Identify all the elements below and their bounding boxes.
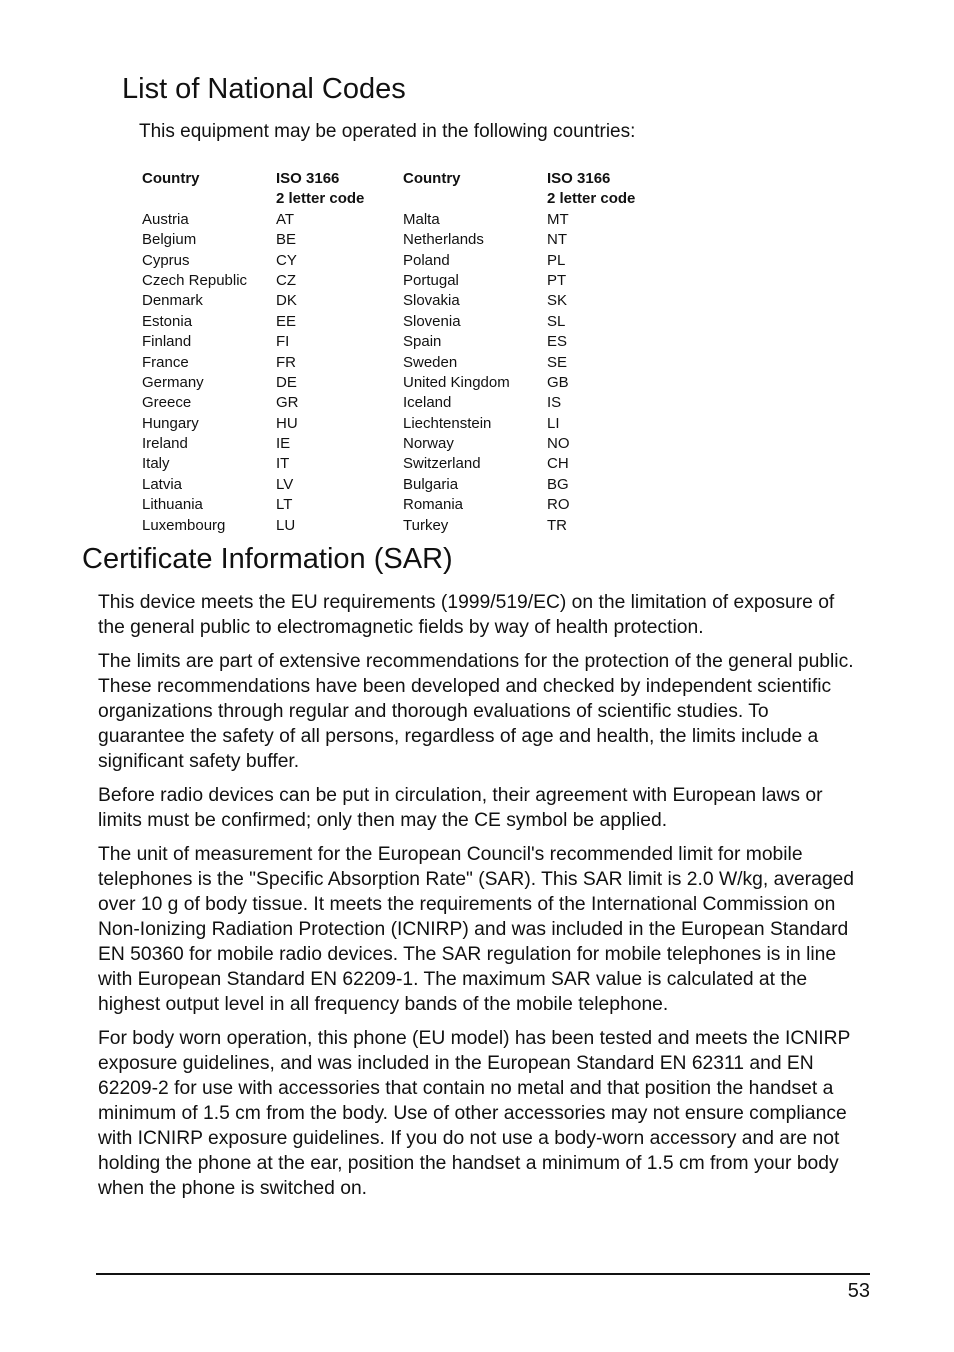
country-name-right: Netherlands — [403, 231, 484, 249]
country-name-right: Spain — [403, 333, 442, 351]
country-name-right: Slovakia — [403, 292, 460, 310]
iso-code-left: FR — [276, 353, 296, 371]
iso-code-left: LV — [276, 475, 294, 493]
country-name-right: Bulgaria — [403, 475, 459, 493]
country-name-right: Norway — [403, 435, 454, 453]
iso-code-right: PT — [547, 271, 567, 289]
country-name-left: Latvia — [142, 475, 183, 493]
header-country-left: Country — [142, 170, 200, 187]
iso-code-right: ES — [547, 333, 568, 351]
iso-code-column-right — [547, 169, 635, 536]
country-column-left — [142, 169, 247, 536]
sar-paragraph: Before radio devices can be put in circulation, their agreement with European laws or limits must be confirmed; only then may the CE symbol be applied. — [98, 785, 823, 831]
country-name-right: Switzerland — [403, 455, 481, 473]
country-name-left: Hungary — [142, 414, 199, 432]
sar-paragraph: The unit of measurement for the European Council's recommended limit for mobile telephones is the "Specific Absorption Rate" (SAR). This SAR limit is 2.0 W/kg, averaged over 10 g of body tissue. It meets the requirements of the International Commission on Non-Ionizing Radiation Protection (ICNIRP) and was included in the European Standard EN 50360 for mobile radio devices. The SAR regulation for mobile telephones is in line with European Standard EN 62209-1. The maximum SAR value is calculated at the highest output level in all frequency bands of the mobile telephone. — [98, 844, 854, 1015]
country-name-left: Austria — [142, 210, 189, 228]
country-name-right: United Kingdom — [403, 373, 510, 391]
iso-code-left: GR — [276, 394, 299, 412]
iso-code-right: RO — [547, 496, 570, 514]
iso-code-left: LT — [276, 496, 293, 514]
national-codes-title: List of National Codes — [122, 73, 406, 105]
footer-divider — [96, 1273, 870, 1275]
iso-code-left: IE — [276, 435, 291, 453]
iso-code-right: NO — [547, 435, 570, 453]
country-name-left: Ireland — [142, 435, 188, 453]
country-name-right: Turkey — [403, 516, 449, 534]
iso-code-left: DE — [276, 373, 297, 391]
sar-paragraph: For body worn operation, this phone (EU model) has been tested and meets the ICNIRP exposure guidelines, and was included in the European Standard EN 62311 and EN 62209-2 for use with accessories that contain no metal and that position the handset a minimum of 1.5 cm from the body. Use of other accessories may not ensure compliance with ICNIRP exposure guidelines. If you do not use a body-worn accessory and are not holding the phone at the ear, position the handset a minimum of 1.5 cm from your body when the phone is switched on. — [98, 1028, 851, 1199]
iso-code-right: GB — [547, 373, 569, 391]
country-name-right: Liechtenstein — [403, 414, 492, 432]
iso-code-column-left — [276, 169, 364, 536]
iso-code-right: MT — [547, 210, 569, 228]
country-name-right: Romania — [403, 496, 464, 514]
iso-code-left: BE — [276, 231, 297, 249]
country-name-left: Denmark — [142, 292, 203, 310]
country-name-left: Greece — [142, 394, 192, 412]
sar-section-title: Certificate Information (SAR) — [82, 543, 453, 575]
iso-code-left: EE — [276, 312, 297, 330]
country-name-left: Belgium — [142, 231, 197, 249]
sar-section-body — [98, 590, 858, 1210]
iso-code-right: SK — [547, 292, 568, 310]
country-name-right: Iceland — [403, 394, 452, 412]
country-name-left: Finland — [142, 333, 192, 351]
country-name-right: Portugal — [403, 271, 459, 289]
country-name-left: Italy — [142, 455, 170, 473]
country-name-left: France — [142, 353, 189, 371]
iso-code-left: HU — [276, 414, 298, 432]
page-number: 53 — [847, 1280, 870, 1302]
country-name-right: Poland — [403, 251, 450, 269]
header-iso-left: ISO 3166 2 letter code — [276, 170, 365, 208]
country-name-left: Germany — [142, 373, 204, 391]
header-iso-right: ISO 3166 2 letter code — [547, 170, 636, 208]
iso-code-left: LU — [276, 516, 296, 534]
iso-code-left: DK — [276, 292, 297, 310]
national-codes-intro: This equipment may be operated in the following countries: — [139, 121, 636, 142]
country-name-right: Sweden — [403, 353, 458, 371]
country-name-left: Cyprus — [142, 251, 190, 269]
country-name-left: Czech Republic — [142, 271, 248, 289]
country-name-left: Luxembourg — [142, 516, 226, 534]
iso-code-right: TR — [547, 516, 567, 534]
country-name-left: Estonia — [142, 312, 193, 330]
iso-code-right: CH — [547, 455, 569, 473]
country-name-right: Slovenia — [403, 312, 461, 330]
iso-code-right: SL — [547, 312, 566, 330]
sar-paragraph: This device meets the EU requirements (1999/519/EC) on the limitation of exposure of the general public to electromagnetic fields by way of health protection. — [98, 592, 835, 638]
country-name-right: Malta — [403, 210, 440, 228]
iso-code-right: NT — [547, 231, 567, 249]
iso-code-left: IT — [276, 455, 290, 473]
sar-paragraph: The limits are part of extensive recommendations for the protection of the general public. These recommendations have been developed and checked by independent scientific organizations through regular and thorough evaluations of scientific studies. To guarantee the safety of all persons, regardless of age and health, the limits include a significant safety buffer. — [98, 651, 854, 772]
iso-code-right: BG — [547, 475, 569, 493]
iso-code-right: LI — [547, 414, 560, 432]
iso-code-right: PL — [547, 251, 566, 269]
country-column-right — [403, 169, 510, 536]
iso-code-left: FI — [276, 333, 290, 351]
iso-code-left: CY — [276, 251, 297, 269]
iso-code-right: IS — [547, 394, 562, 412]
iso-code-left: AT — [276, 210, 295, 228]
country-name-left: Lithuania — [142, 496, 203, 514]
header-country-right: Country — [403, 170, 461, 187]
iso-code-left: CZ — [276, 271, 296, 289]
iso-code-right: SE — [547, 353, 568, 371]
